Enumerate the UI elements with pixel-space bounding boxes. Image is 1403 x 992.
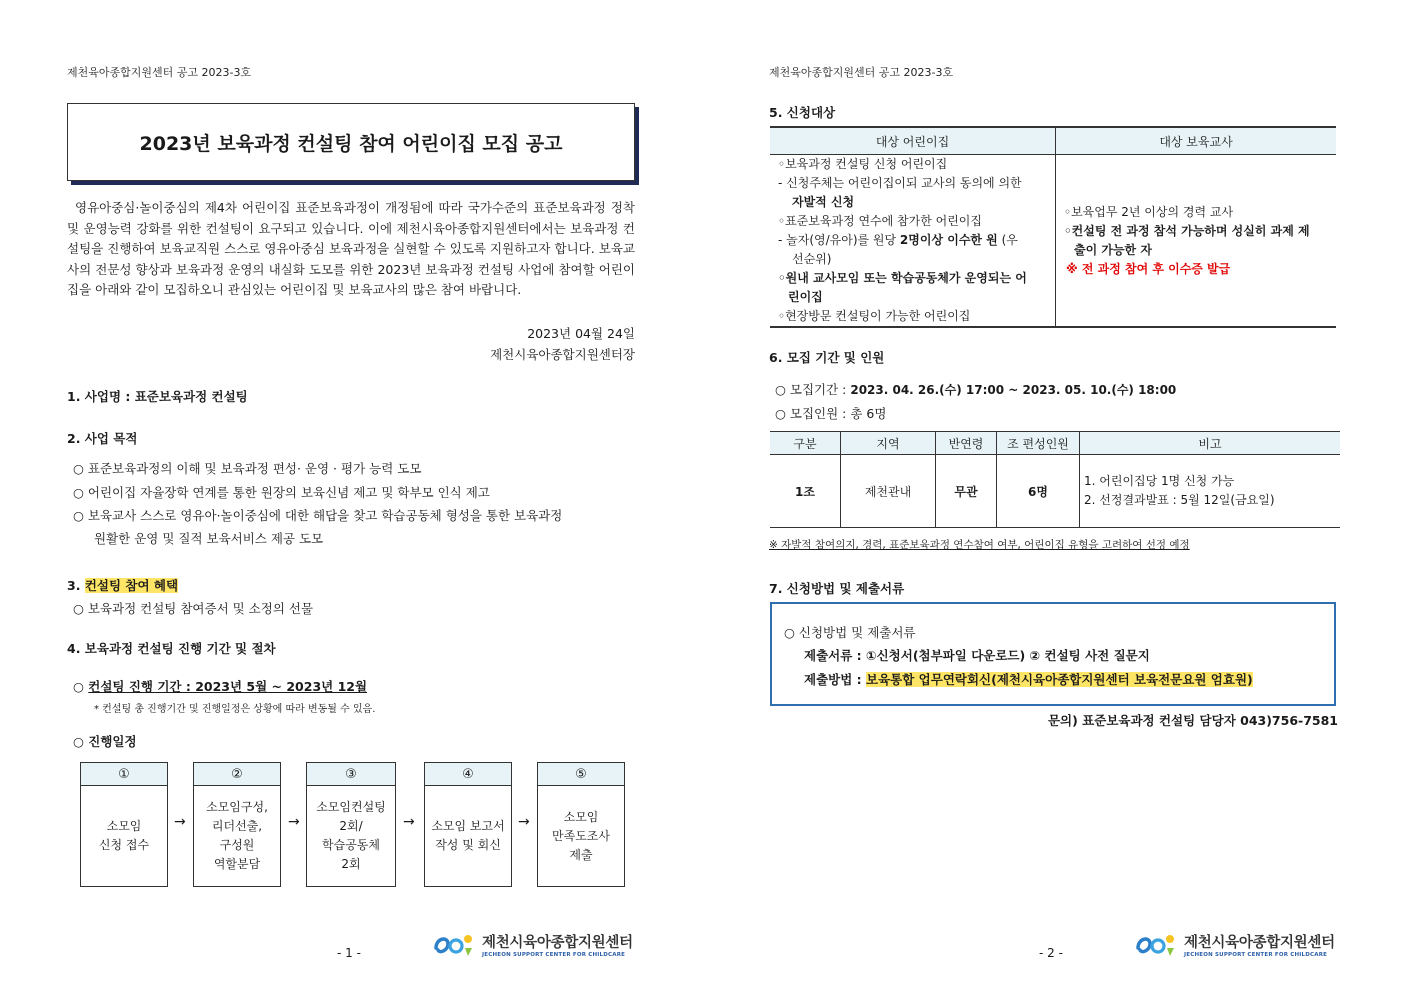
- contact-info: 문의) 표준보육과정 컨설팅 담당자 043)756-7581: [1047, 713, 1338, 728]
- section-3-number: 3.: [67, 578, 85, 593]
- step-1-line: 신청 접수: [98, 838, 150, 852]
- purpose-item-3: ○ 보육교사 스스로 영유아·놀이중심에 대한 해답을 찾고 학습공동체 형성을 통한 보육과정: [73, 508, 563, 523]
- submission-heading: ○ 신청방법 및 제출서류: [784, 625, 916, 640]
- period-text: 컨설팅 진행 기간 : 2023년 5월 ~ 2023년 12월: [88, 679, 368, 694]
- flow-arrow: →: [403, 814, 415, 830]
- center-logo: [432, 930, 633, 958]
- section-5-heading: 5. 신청대상: [769, 105, 836, 120]
- step-2-line: 리더선출,: [211, 819, 263, 833]
- step-1-body: [81, 786, 167, 886]
- step-1-number: ①: [81, 763, 167, 786]
- section-3-title: 컨설팅 참여 혜택: [84, 578, 179, 593]
- submission-method-value: 보육통합 업무연락회신(제천시육아종합지원센터 보육전문요원 엄효원): [866, 672, 1253, 687]
- flow-arrow: →: [288, 814, 300, 830]
- certificate-notice: ※ 전 과정 참여 후 이수증 발급: [1066, 261, 1231, 276]
- center-logo-name: 제천시육아종합지원센터: [1184, 934, 1335, 951]
- submission-method-label: 제출방법 :: [804, 672, 867, 687]
- recruit-cell-notes: [1080, 455, 1341, 528]
- target-table-header-teachers: 대상 보육교사: [1056, 127, 1337, 155]
- recruit-count: ○ 모집인원 : 총 6명: [775, 406, 887, 421]
- announcement-number: 제천육아종합지원센터 공고 2023-3호: [67, 66, 252, 79]
- recruit-cell-age: 무관: [936, 455, 997, 528]
- step-2-line: 구성원: [219, 838, 255, 852]
- center-logo-english: JECHEON SUPPORT CENTER FOR CHILDCARE: [1184, 951, 1328, 958]
- recruit-note: 2. 선정결과발표 : 5월 12일(금요일): [1084, 493, 1275, 507]
- step-3-line: 2회: [341, 857, 361, 871]
- step-2-line: 역할분담: [213, 857, 261, 871]
- step-1-line: 소모임: [106, 819, 142, 833]
- recruit-col-group: 구분: [770, 432, 841, 455]
- target-center-line: 선순위): [792, 252, 832, 266]
- selection-footnote: ※ 자발적 참여의지, 경력, 표준보육과정 연수참여 여부, 어린이집 유형을 고려하여 선정 예정: [769, 539, 1190, 551]
- target-center-line: [778, 231, 1049, 250]
- target-center-line: ◦원내 교사모임 또는 학습공동체가 운영되는 어: [778, 271, 1027, 285]
- recruit-col-size: 조 편성인원: [997, 432, 1080, 455]
- recruit-period: [775, 380, 1176, 398]
- benefit-item: ○ 보육과정 컨설팅 참여증서 및 소정의 선물: [73, 601, 314, 616]
- target-center-line: ◦표준보육과정 연수에 참가한 어린이집: [778, 214, 982, 228]
- page-number: - 2 -: [1039, 946, 1063, 960]
- submission-documents: [804, 646, 1150, 664]
- submission-box: [770, 602, 1336, 706]
- step-5-box: [537, 762, 625, 887]
- section-1-heading: 1. 사업명 : 표준보육과정 컨설팅: [67, 389, 248, 404]
- step-2-line: 소모임구성,: [206, 800, 268, 814]
- target-table: [770, 126, 1336, 328]
- announcement-number: 제천육아종합지원센터 공고 2023-3호: [769, 66, 954, 79]
- step-4-body: [425, 786, 511, 886]
- period-line: [73, 677, 367, 695]
- step-5-body: [538, 786, 624, 886]
- recruit-cell-size: 6명: [997, 455, 1080, 528]
- recruit-table: [770, 431, 1340, 528]
- submission-documents-value: ①신청서(첨부파일 다운로드) ② 컨설팅 사전 질문지: [866, 648, 1150, 663]
- step-2-body: [194, 786, 280, 886]
- document-title: 2023년 보육과정 컨설팅 참여 어린이집 모집 공고: [67, 103, 635, 181]
- step-5-number: ⑤: [538, 763, 624, 786]
- recruit-period-label: ○ 모집기간 :: [775, 382, 851, 397]
- step-4-box: [424, 762, 512, 887]
- step-5-line: 제출: [569, 847, 593, 862]
- step-3-line: 2회/: [339, 819, 363, 833]
- purpose-item-1: ○ 표준보육과정의 이해 및 보육과정 편성· 운영 · 평가 능력 도모: [73, 461, 422, 476]
- purpose-item-2: ○ 어린이집 자율장학 연계를 통한 원장의 보육신념 제고 및 학부모 인식 제고: [73, 485, 490, 500]
- target-center-fragment: (우: [997, 233, 1018, 247]
- step-4-line: 소모임 보고서: [431, 819, 505, 833]
- step-2-box: [193, 762, 281, 887]
- schedule-heading: ○ 진행일정: [73, 734, 137, 749]
- page-number: - 1 -: [337, 946, 361, 960]
- recruit-period-value: 2023. 04. 26.(수) 17:00 ~ 2023. 05. 10.(수) 18:00: [850, 383, 1177, 397]
- step-2-number: ②: [194, 763, 280, 786]
- step-3-box: [306, 762, 396, 887]
- center-logo-icon: [1134, 930, 1178, 958]
- target-center-fragment: - 놀자(영/유아)를 원당: [778, 233, 900, 247]
- recruit-cell-group: 1조: [770, 455, 841, 528]
- recruit-cell-region: 제천관내: [841, 455, 936, 528]
- center-logo-english: JECHEON SUPPORT CENTER FOR CHILDCARE: [482, 951, 626, 958]
- target-center-line: 자발적 신청: [792, 195, 855, 209]
- flow-arrow: →: [174, 814, 186, 830]
- target-center-line: 린이집: [788, 290, 823, 304]
- submission-method: [804, 670, 1253, 688]
- step-5-line: 소모임: [563, 809, 599, 824]
- step-3-number: ③: [307, 763, 395, 786]
- period-bullet: ○: [73, 679, 89, 694]
- target-table-header-centers: 대상 어린이집: [770, 127, 1056, 155]
- center-logo-icon: [432, 930, 476, 958]
- signer: 제천시육아종합지원센터장: [490, 347, 635, 362]
- announcement-date: 2023년 04월 24일: [527, 326, 635, 341]
- target-center-line: - 신청주체는 어린이집이되 교사의 동의에 의한: [778, 176, 1022, 190]
- step-3-line: 학습공동체: [322, 838, 380, 852]
- section-3-heading: [67, 576, 178, 594]
- step-3-body: [307, 786, 395, 886]
- target-centers-cell: [770, 155, 1056, 328]
- target-teachers-cell: [1056, 155, 1337, 328]
- target-teacher-line: ◦컨설팅 전 과정 참석 가능하며 성실히 과제 제: [1064, 223, 1310, 238]
- step-4-line: 작성 및 회신: [435, 838, 501, 852]
- step-5-line: 만족도조사: [552, 828, 610, 843]
- recruit-col-age: 반연령: [936, 432, 997, 455]
- section-2-heading: 2. 사업 목적: [67, 431, 138, 446]
- target-center-line: ◦보육과정 컨설팅 신청 어린이집: [778, 157, 948, 171]
- step-3-line: 소모임컨설팅: [316, 800, 386, 814]
- purpose-item-3-cont: 원활한 운영 및 질적 보육서비스 제공 도모: [94, 531, 324, 546]
- section-4-heading: 4. 보육과정 컨설팅 진행 기간 및 절차: [67, 641, 276, 656]
- recruit-col-region: 지역: [841, 432, 936, 455]
- recruit-col-notes: 비고: [1080, 432, 1341, 455]
- period-note: * 컨설팅 총 진행기간 및 진행일정은 상황에 따라 변동될 수 있음.: [94, 704, 376, 715]
- section-7-heading: 7. 신청방법 및 제출서류: [769, 581, 905, 596]
- target-teacher-line: 출이 가능한 자: [1074, 242, 1152, 257]
- step-4-number: ④: [425, 763, 511, 786]
- center-logo: [1134, 930, 1335, 958]
- target-teacher-line: ◦보육업무 2년 이상의 경력 교사: [1064, 204, 1234, 219]
- flow-arrow: →: [518, 814, 530, 830]
- target-center-fragment: 2명이상 이수한 원: [899, 233, 998, 247]
- submission-documents-label: 제출서류 :: [804, 648, 867, 663]
- center-logo-name: 제천시육아종합지원센터: [482, 934, 633, 951]
- step-1-box: [80, 762, 168, 887]
- intro-paragraph: 영유아중심·놀이중심의 제4차 어린이집 표준보육과정이 개정됨에 따라 국가수준의 표준보육과정 정착 및 운영능력 강화를 위한 컨설팅이 요구되고 있습니다. 이에 제천시육아종합지원센터에서는 보육과정 컨설팅을 진행하여 보육교직원 스스로 영유아중심 보육과정을 실현할 수 있도록 지원하고자 합니다. 보육교사의 전문성 향상과 보육과정 운영의 내실화 도모를 위한 2023년 보육과정 컨설팅 사업에 참여할 어린이집을 아래와 같이 모집하오니 관심있는 어린이집 및 보육교사의 많은 참여 바랍니다.: [67, 200, 635, 297]
- target-center-line: ◦현장방문 컨설팅이 가능한 어린이집: [778, 309, 971, 323]
- section-6-heading: 6. 모집 기간 및 인원: [769, 350, 885, 365]
- recruit-note: 1. 어린이집당 1명 신청 가능: [1084, 474, 1235, 488]
